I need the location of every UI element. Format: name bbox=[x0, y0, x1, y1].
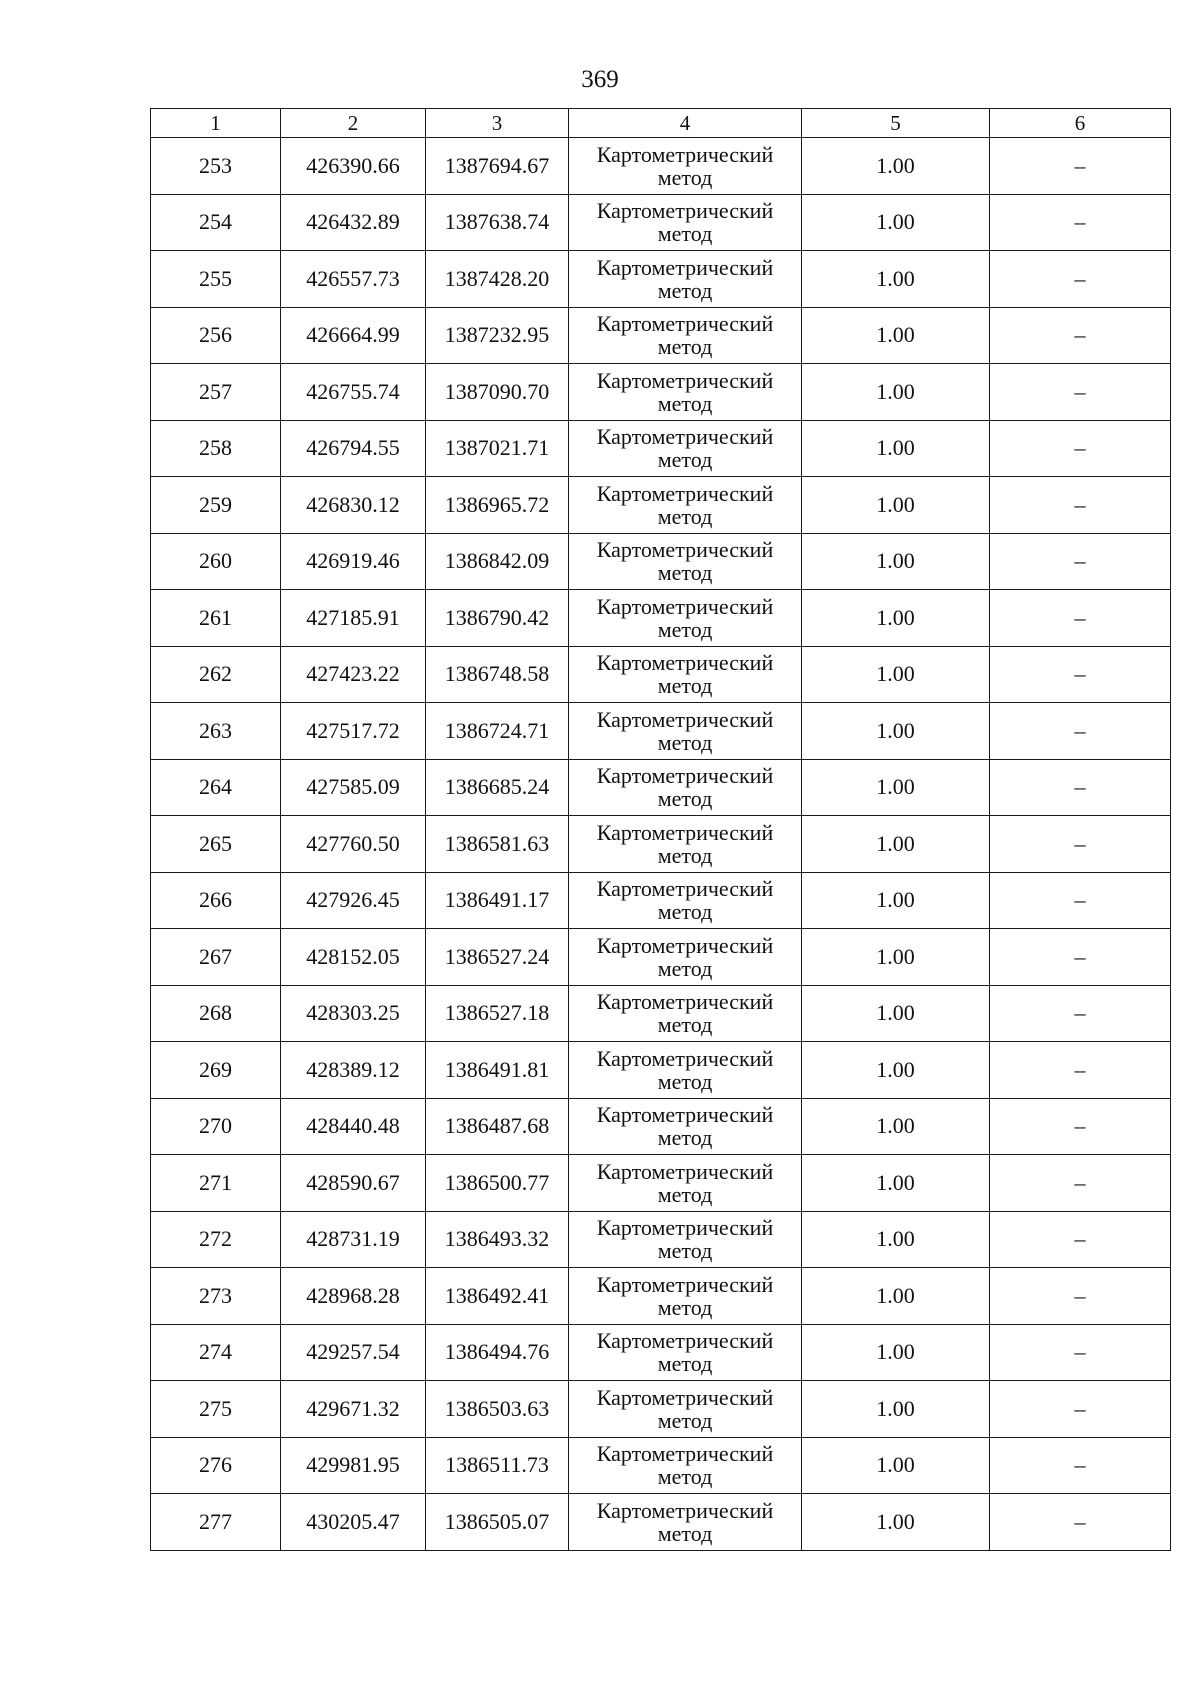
point-number-cell: 260 bbox=[151, 533, 281, 590]
table-row bbox=[151, 1042, 1171, 1099]
table-row bbox=[151, 590, 1171, 647]
accuracy-cell: 1.00 bbox=[802, 307, 990, 364]
method-text: Картометрический bbox=[596, 706, 774, 732]
table-row bbox=[151, 1098, 1171, 1155]
note-cell: – bbox=[990, 590, 1171, 647]
table-row bbox=[151, 1268, 1171, 1325]
column-header: 1 bbox=[151, 109, 281, 138]
point-number-cell: 255 bbox=[151, 251, 281, 308]
method-text: Картометрический bbox=[596, 311, 774, 337]
table-row bbox=[151, 477, 1171, 534]
note-cell: – bbox=[990, 138, 1171, 195]
note-cell: – bbox=[990, 816, 1171, 873]
x-coordinate-cell: 427585.09 bbox=[281, 759, 426, 816]
note-cell: – bbox=[990, 929, 1171, 986]
y-coordinate-cell: 1386492.41 bbox=[426, 1268, 569, 1325]
column-header: 2 bbox=[281, 109, 426, 138]
point-number-cell: 269 bbox=[151, 1042, 281, 1099]
method-text: метод bbox=[657, 673, 713, 699]
note-cell: – bbox=[990, 759, 1171, 816]
accuracy-cell: 1.00 bbox=[802, 872, 990, 929]
method-cell bbox=[569, 985, 802, 1042]
accuracy-cell: 1.00 bbox=[802, 929, 990, 986]
method-cell bbox=[569, 1381, 802, 1438]
method-cell bbox=[569, 364, 802, 421]
note-cell: – bbox=[990, 1211, 1171, 1268]
y-coordinate-cell: 1386491.17 bbox=[426, 872, 569, 929]
table-row bbox=[151, 194, 1171, 251]
y-coordinate-cell: 1386790.42 bbox=[426, 590, 569, 647]
method-text: метод bbox=[657, 447, 713, 473]
method-text: Картометрический bbox=[596, 876, 774, 902]
method-text: Картометрический bbox=[596, 424, 774, 450]
table-row bbox=[151, 816, 1171, 873]
accuracy-cell: 1.00 bbox=[802, 1437, 990, 1494]
method-text: Картометрический bbox=[596, 593, 774, 619]
column-header: 6 bbox=[990, 109, 1171, 138]
x-coordinate-cell: 428303.25 bbox=[281, 985, 426, 1042]
method-cell bbox=[569, 251, 802, 308]
method-text: Картометрический bbox=[596, 1102, 774, 1128]
y-coordinate-cell: 1386685.24 bbox=[426, 759, 569, 816]
table-row bbox=[151, 1155, 1171, 1212]
table-row bbox=[151, 1211, 1171, 1268]
method-text: метод bbox=[657, 786, 713, 812]
method-text: метод bbox=[657, 842, 713, 868]
method-text: Картометрический bbox=[596, 1441, 774, 1467]
method-cell bbox=[569, 872, 802, 929]
method-cell bbox=[569, 703, 802, 760]
table-row bbox=[151, 646, 1171, 703]
y-coordinate-cell: 1386724.71 bbox=[426, 703, 569, 760]
point-number-cell: 261 bbox=[151, 590, 281, 647]
note-cell: – bbox=[990, 1268, 1171, 1325]
point-number-cell: 253 bbox=[151, 138, 281, 195]
method-cell bbox=[569, 1494, 802, 1551]
method-text: Картометрический bbox=[596, 1384, 774, 1410]
method-text: Картометрический bbox=[596, 1328, 774, 1354]
note-cell: – bbox=[990, 194, 1171, 251]
note-cell: – bbox=[990, 1042, 1171, 1099]
method-text: Картометрический bbox=[596, 650, 774, 676]
note-cell: – bbox=[990, 477, 1171, 534]
x-coordinate-cell: 428152.05 bbox=[281, 929, 426, 986]
method-text: Картометрический bbox=[596, 1045, 774, 1071]
note-cell: – bbox=[990, 533, 1171, 590]
method-cell bbox=[569, 590, 802, 647]
point-number-cell: 275 bbox=[151, 1381, 281, 1438]
x-coordinate-cell: 428968.28 bbox=[281, 1268, 426, 1325]
table-row bbox=[151, 533, 1171, 590]
point-number-cell: 257 bbox=[151, 364, 281, 421]
method-text: Картометрический bbox=[596, 198, 774, 224]
method-cell bbox=[569, 759, 802, 816]
method-cell bbox=[569, 646, 802, 703]
method-text: Картометрический bbox=[596, 819, 774, 845]
method-cell bbox=[569, 307, 802, 364]
table-row bbox=[151, 1381, 1171, 1438]
point-number-cell: 258 bbox=[151, 420, 281, 477]
method-cell bbox=[569, 1211, 802, 1268]
note-cell: – bbox=[990, 251, 1171, 308]
y-coordinate-cell: 1386581.63 bbox=[426, 816, 569, 873]
accuracy-cell: 1.00 bbox=[802, 1268, 990, 1325]
method-text: метод bbox=[657, 221, 713, 247]
method-cell bbox=[569, 1042, 802, 1099]
point-number-cell: 267 bbox=[151, 929, 281, 986]
table-row bbox=[151, 251, 1171, 308]
point-number-cell: 264 bbox=[151, 759, 281, 816]
method-text: метод bbox=[657, 955, 713, 981]
method-text: метод bbox=[657, 390, 713, 416]
table-row bbox=[151, 1437, 1171, 1494]
method-text: метод bbox=[657, 1464, 713, 1490]
y-coordinate-cell: 1386500.77 bbox=[426, 1155, 569, 1212]
method-text: метод bbox=[657, 1407, 713, 1433]
method-cell bbox=[569, 816, 802, 873]
method-text: Картометрический bbox=[596, 254, 774, 280]
method-text: метод bbox=[657, 1238, 713, 1264]
method-text: Картометрический bbox=[596, 932, 774, 958]
table-row bbox=[151, 703, 1171, 760]
note-cell: – bbox=[990, 703, 1171, 760]
x-coordinate-cell: 427423.22 bbox=[281, 646, 426, 703]
note-cell: – bbox=[990, 420, 1171, 477]
x-coordinate-cell: 429981.95 bbox=[281, 1437, 426, 1494]
point-number-cell: 274 bbox=[151, 1324, 281, 1381]
x-coordinate-cell: 426432.89 bbox=[281, 194, 426, 251]
table-row bbox=[151, 1494, 1171, 1551]
page-number: 369 bbox=[581, 66, 619, 93]
accuracy-cell: 1.00 bbox=[802, 646, 990, 703]
method-cell bbox=[569, 477, 802, 534]
column-header: 5 bbox=[802, 109, 990, 138]
method-cell bbox=[569, 1268, 802, 1325]
column-header: 4 bbox=[569, 109, 802, 138]
point-number-cell: 270 bbox=[151, 1098, 281, 1155]
x-coordinate-cell: 426557.73 bbox=[281, 251, 426, 308]
y-coordinate-cell: 1386505.07 bbox=[426, 1494, 569, 1551]
method-cell bbox=[569, 1437, 802, 1494]
x-coordinate-cell: 428440.48 bbox=[281, 1098, 426, 1155]
method-text: метод bbox=[657, 899, 713, 925]
accuracy-cell: 1.00 bbox=[802, 138, 990, 195]
x-coordinate-cell: 426794.55 bbox=[281, 420, 426, 477]
x-coordinate-cell: 427926.45 bbox=[281, 872, 426, 929]
point-number-cell: 265 bbox=[151, 816, 281, 873]
table-header-row bbox=[151, 109, 1171, 138]
method-text: метод bbox=[657, 1294, 713, 1320]
x-coordinate-cell: 427517.72 bbox=[281, 703, 426, 760]
note-cell: – bbox=[990, 1324, 1171, 1381]
table-row bbox=[151, 985, 1171, 1042]
y-coordinate-cell: 1386748.58 bbox=[426, 646, 569, 703]
method-text: метод bbox=[657, 1012, 713, 1038]
table-row bbox=[151, 1324, 1171, 1381]
accuracy-cell: 1.00 bbox=[802, 1211, 990, 1268]
y-coordinate-cell: 1386503.63 bbox=[426, 1381, 569, 1438]
method-text: метод bbox=[657, 729, 713, 755]
accuracy-cell: 1.00 bbox=[802, 420, 990, 477]
method-text: Картометрический bbox=[596, 989, 774, 1015]
method-text: метод bbox=[657, 1068, 713, 1094]
x-coordinate-cell: 427760.50 bbox=[281, 816, 426, 873]
point-number-cell: 268 bbox=[151, 985, 281, 1042]
y-coordinate-cell: 1387090.70 bbox=[426, 364, 569, 421]
method-text: метод bbox=[657, 616, 713, 642]
x-coordinate-cell: 426919.46 bbox=[281, 533, 426, 590]
accuracy-cell: 1.00 bbox=[802, 533, 990, 590]
accuracy-cell: 1.00 bbox=[802, 477, 990, 534]
y-coordinate-cell: 1387232.95 bbox=[426, 307, 569, 364]
method-text: метод bbox=[657, 277, 713, 303]
method-text: метод bbox=[657, 1351, 713, 1377]
x-coordinate-cell: 430205.47 bbox=[281, 1494, 426, 1551]
y-coordinate-cell: 1386494.76 bbox=[426, 1324, 569, 1381]
y-coordinate-cell: 1387428.20 bbox=[426, 251, 569, 308]
y-coordinate-cell: 1386511.73 bbox=[426, 1437, 569, 1494]
accuracy-cell: 1.00 bbox=[802, 1155, 990, 1212]
accuracy-cell: 1.00 bbox=[802, 1042, 990, 1099]
method-text: Картометрический bbox=[596, 1158, 774, 1184]
y-coordinate-cell: 1386487.68 bbox=[426, 1098, 569, 1155]
method-text: метод bbox=[657, 164, 713, 190]
method-cell bbox=[569, 533, 802, 590]
point-number-cell: 262 bbox=[151, 646, 281, 703]
method-text: Картометрический bbox=[596, 367, 774, 393]
method-cell bbox=[569, 929, 802, 986]
point-number-cell: 263 bbox=[151, 703, 281, 760]
method-text: метод bbox=[657, 1520, 713, 1546]
accuracy-cell: 1.00 bbox=[802, 985, 990, 1042]
x-coordinate-cell: 426664.99 bbox=[281, 307, 426, 364]
y-coordinate-cell: 1387694.67 bbox=[426, 138, 569, 195]
x-coordinate-cell: 426390.66 bbox=[281, 138, 426, 195]
accuracy-cell: 1.00 bbox=[802, 364, 990, 421]
method-text: Картометрический bbox=[596, 141, 774, 167]
table-row bbox=[151, 364, 1171, 421]
table-row bbox=[151, 759, 1171, 816]
method-text: метод bbox=[657, 1181, 713, 1207]
column-header: 3 bbox=[426, 109, 569, 138]
table-row bbox=[151, 872, 1171, 929]
method-text: метод bbox=[657, 503, 713, 529]
point-number-cell: 266 bbox=[151, 872, 281, 929]
point-number-cell: 256 bbox=[151, 307, 281, 364]
x-coordinate-cell: 427185.91 bbox=[281, 590, 426, 647]
method-text: Картометрический bbox=[596, 1271, 774, 1297]
method-cell bbox=[569, 1098, 802, 1155]
x-coordinate-cell: 428590.67 bbox=[281, 1155, 426, 1212]
x-coordinate-cell: 428389.12 bbox=[281, 1042, 426, 1099]
y-coordinate-cell: 1386527.18 bbox=[426, 985, 569, 1042]
accuracy-cell: 1.00 bbox=[802, 1494, 990, 1551]
point-number-cell: 272 bbox=[151, 1211, 281, 1268]
method-text: Картометрический bbox=[596, 1497, 774, 1523]
table-row bbox=[151, 420, 1171, 477]
point-number-cell: 273 bbox=[151, 1268, 281, 1325]
method-cell bbox=[569, 1324, 802, 1381]
table-row bbox=[151, 138, 1171, 195]
method-text: метод bbox=[657, 560, 713, 586]
method-cell bbox=[569, 1155, 802, 1212]
method-text: Картометрический bbox=[596, 480, 774, 506]
x-coordinate-cell: 428731.19 bbox=[281, 1211, 426, 1268]
coordinates-table bbox=[150, 108, 1171, 1551]
note-cell: – bbox=[990, 1437, 1171, 1494]
table-body bbox=[151, 138, 1171, 1551]
accuracy-cell: 1.00 bbox=[802, 759, 990, 816]
accuracy-cell: 1.00 bbox=[802, 590, 990, 647]
method-text: метод bbox=[657, 1125, 713, 1151]
method-text: метод bbox=[657, 334, 713, 360]
note-cell: – bbox=[990, 1155, 1171, 1212]
y-coordinate-cell: 1386842.09 bbox=[426, 533, 569, 590]
point-number-cell: 271 bbox=[151, 1155, 281, 1212]
point-number-cell: 277 bbox=[151, 1494, 281, 1551]
point-number-cell: 259 bbox=[151, 477, 281, 534]
x-coordinate-cell: 426755.74 bbox=[281, 364, 426, 421]
table-row bbox=[151, 307, 1171, 364]
accuracy-cell: 1.00 bbox=[802, 1381, 990, 1438]
accuracy-cell: 1.00 bbox=[802, 816, 990, 873]
accuracy-cell: 1.00 bbox=[802, 251, 990, 308]
note-cell: – bbox=[990, 1381, 1171, 1438]
point-number-cell: 254 bbox=[151, 194, 281, 251]
accuracy-cell: 1.00 bbox=[802, 194, 990, 251]
method-cell bbox=[569, 194, 802, 251]
method-cell bbox=[569, 420, 802, 477]
method-cell bbox=[569, 138, 802, 195]
x-coordinate-cell: 429671.32 bbox=[281, 1381, 426, 1438]
method-text: Картометрический bbox=[596, 1215, 774, 1241]
table-row bbox=[151, 929, 1171, 986]
y-coordinate-cell: 1386527.24 bbox=[426, 929, 569, 986]
method-text: Картометрический bbox=[596, 537, 774, 563]
note-cell: – bbox=[990, 1494, 1171, 1551]
method-text: Картометрический bbox=[596, 763, 774, 789]
accuracy-cell: 1.00 bbox=[802, 1324, 990, 1381]
y-coordinate-cell: 1387021.71 bbox=[426, 420, 569, 477]
note-cell: – bbox=[990, 364, 1171, 421]
point-number-cell: 276 bbox=[151, 1437, 281, 1494]
x-coordinate-cell: 426830.12 bbox=[281, 477, 426, 534]
y-coordinate-cell: 1387638.74 bbox=[426, 194, 569, 251]
y-coordinate-cell: 1386491.81 bbox=[426, 1042, 569, 1099]
y-coordinate-cell: 1386493.32 bbox=[426, 1211, 569, 1268]
x-coordinate-cell: 429257.54 bbox=[281, 1324, 426, 1381]
accuracy-cell: 1.00 bbox=[802, 1098, 990, 1155]
note-cell: – bbox=[990, 646, 1171, 703]
accuracy-cell: 1.00 bbox=[802, 703, 990, 760]
note-cell: – bbox=[990, 1098, 1171, 1155]
note-cell: – bbox=[990, 307, 1171, 364]
y-coordinate-cell: 1386965.72 bbox=[426, 477, 569, 534]
note-cell: – bbox=[990, 985, 1171, 1042]
note-cell: – bbox=[990, 872, 1171, 929]
